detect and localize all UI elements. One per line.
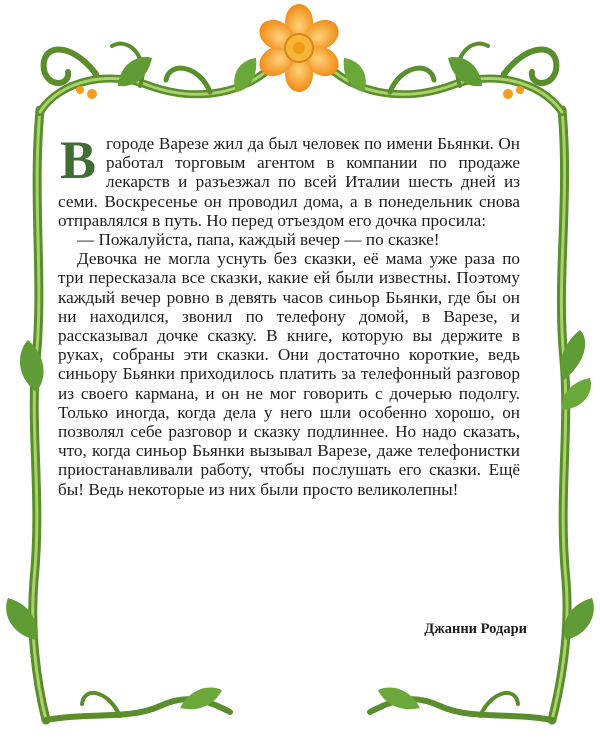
flower-ornament — [254, 4, 344, 92]
drop-cap: В — [60, 130, 97, 190]
paragraph-main: Девочка не могла уснуть без сказки, её мама уже раза по три пересказала все сказки, какие ей были известны. Поэтому каждый вечер ровно в девять часов синьор Бьянки, где бы он ни находился, звонил по телефону домой, в Варезе, и рассказывал дочке сказку. В книге, которую вы держите в руках, собраны эти сказки. Они достаточно короткие, ведь синьору Бьянки приходилось платить за телефонный разговор из своего кармана, и он не мог говорить с дочерью подолгу. Только иногда, когда дела у него шли особенно хорошо, он позволял себе разговор и сказку подлиннее. Но надо сказать, что, когда синьор Бьянки вызывал Варезе, даже телефонистки приостанавливали работу, чтобы послушать его сказки. Ещё бы! Ведь некоторые из них были просто великолепны! — [58, 249, 520, 499]
leaf — [234, 58, 256, 92]
author-signature: Джанни Родари — [424, 621, 527, 637]
paragraph-intro-text: городе Варезе жил да был человек по имени Бьянки. Он работал торговым агентом в компании по продаже лекарств и разъезжал по всей Италии шесть дней из семи. Воскресенье он проводил дома, а в понедельник снова отправлялся в путь. Но перед отъездом его дочка просила: — [58, 134, 520, 230]
leaf — [344, 58, 366, 92]
paragraph-intro — [58, 130, 520, 230]
story-text — [58, 130, 520, 499]
paragraph-dialogue: — Пожалуйста, папа, каждый вечер — по сказке! — [77, 230, 440, 250]
